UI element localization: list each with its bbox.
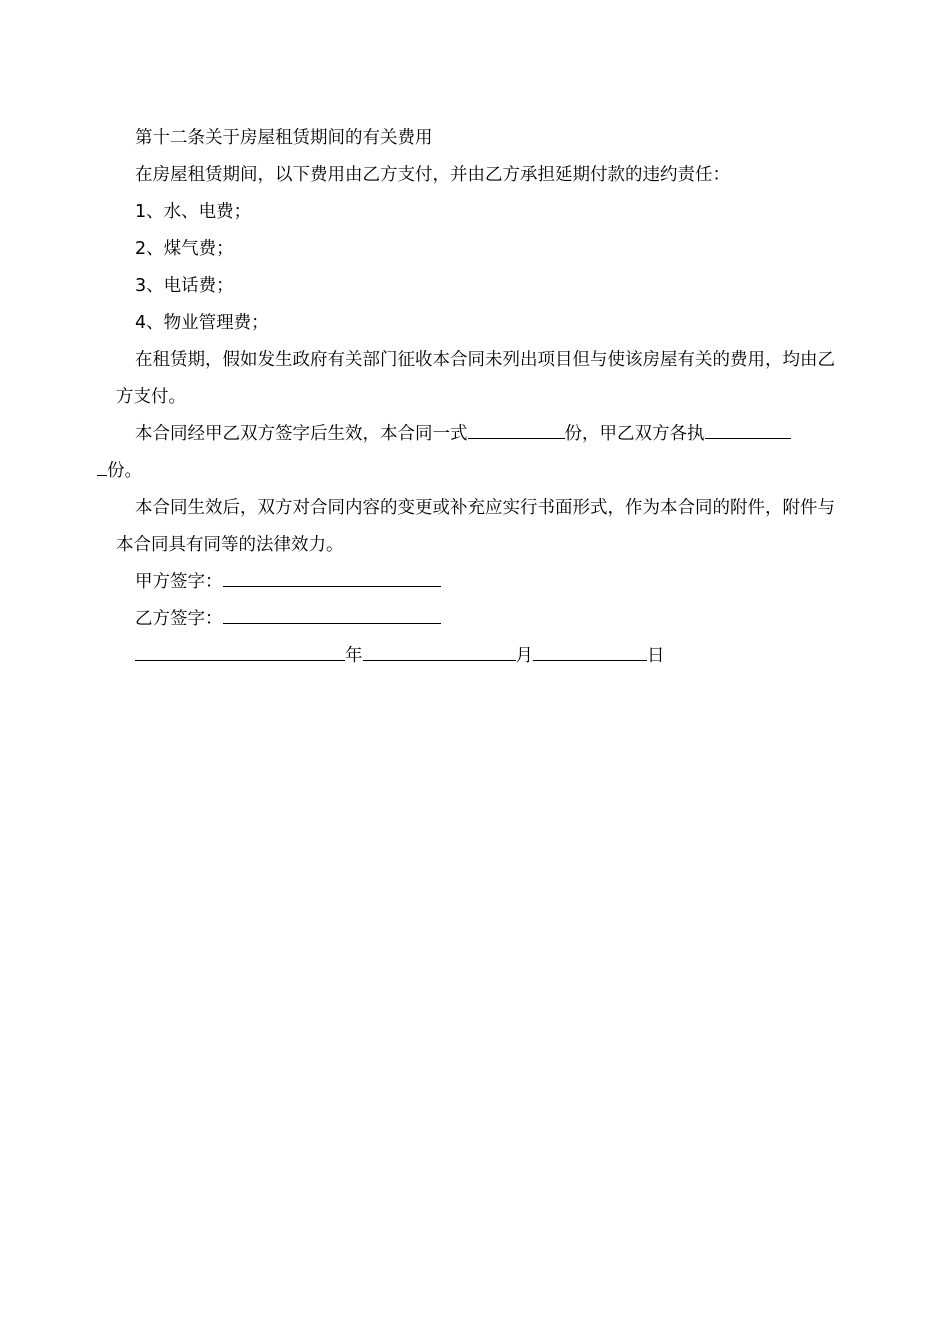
fees-intro: 在房屋租赁期间，以下费用由乙方支付，并由乙方承担延期付款的违约责任： — [135, 165, 730, 185]
copies-text-2: 份，甲乙双方各执 — [564, 424, 705, 444]
fee-item-gas: 2、煤气费； — [135, 239, 234, 259]
extra-fees-paragraph: 在租赁期，假如发生政府有关部门征收本合同未列出项目但与使该房屋有关的费用，均由乙方支付。 — [116, 350, 835, 407]
party-a-signature-field[interactable] — [223, 566, 441, 587]
party-b-signature-field[interactable] — [223, 603, 441, 624]
document-body — [107, 120, 844, 675]
signing-date-row — [116, 638, 844, 675]
fee-item-telephone: 3、电话费； — [135, 276, 234, 296]
copies-text-3: 份。 — [107, 461, 142, 481]
month-label: 月 — [515, 646, 533, 666]
party-b-signature-row — [116, 601, 844, 638]
copies-paragraph — [107, 416, 844, 490]
day-label: 日 — [647, 646, 665, 666]
copies-each-blank-continued[interactable] — [97, 455, 107, 476]
fee-item-property-management: 4、物业管理费； — [135, 313, 269, 333]
day-field[interactable] — [533, 640, 647, 661]
year-label: 年 — [345, 646, 363, 666]
month-field[interactable] — [363, 640, 516, 661]
party-a-signature-row — [116, 564, 844, 601]
copies-text-1: 本合同经甲乙双方签字后生效，本合同一式 — [135, 424, 468, 444]
copies-each-blank[interactable] — [705, 418, 791, 439]
amendments-paragraph: 本合同生效后，双方对合同内容的变更或补充应实行书面形式，作为本合同的附件，附件与本合同具有同等的法律效力。 — [116, 498, 835, 555]
fee-item-water-electricity: 1、水、电费； — [135, 202, 252, 222]
article-heading: 第十二条关于房屋租赁期间的有关费用 — [135, 128, 433, 148]
party-b-label: 乙方签字： — [135, 609, 223, 629]
party-a-label: 甲方签字： — [135, 572, 223, 592]
year-field[interactable] — [135, 640, 345, 661]
copies-total-blank[interactable] — [468, 418, 565, 439]
